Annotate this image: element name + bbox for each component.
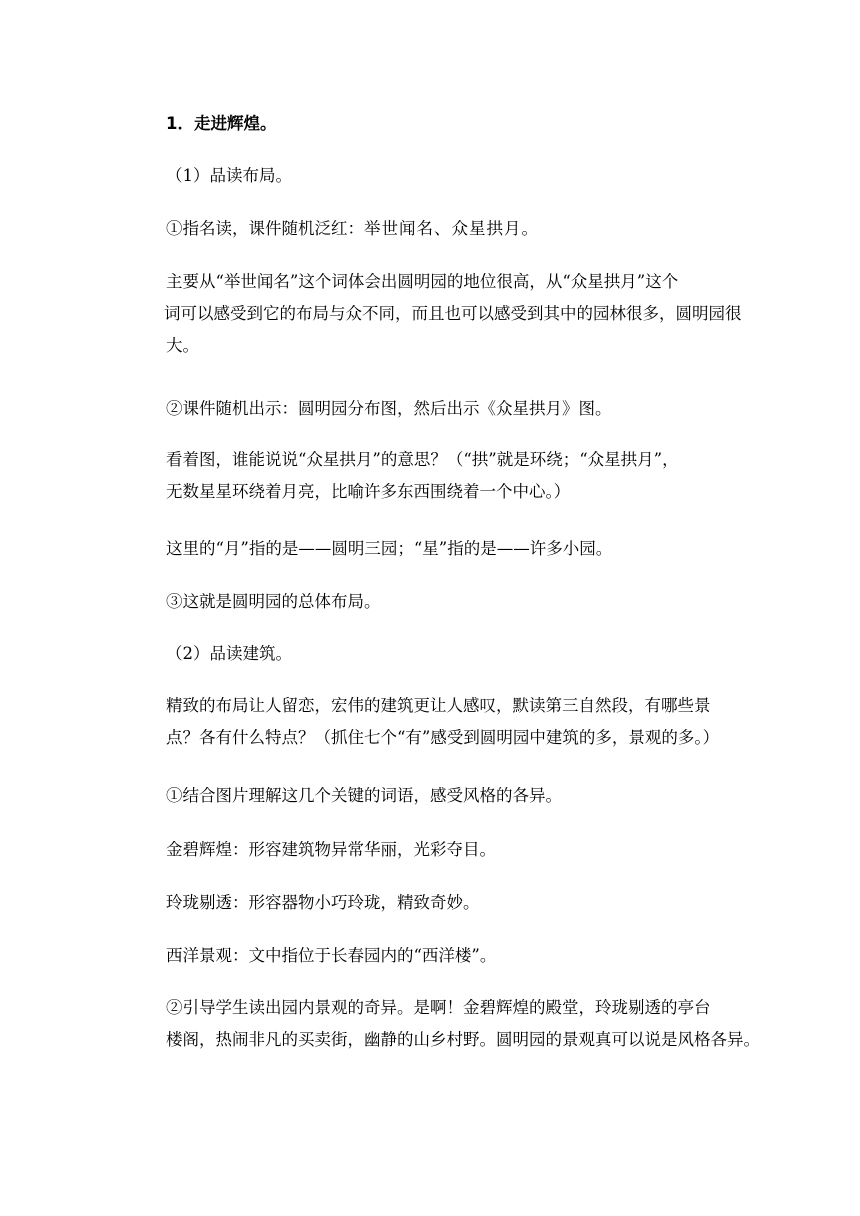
subheading-layout: （1）品读布局。: [166, 166, 292, 185]
definition-2: 玲珑剔透：形容器物小巧玲珑，精致奇妙。: [166, 893, 480, 912]
paragraph-2-line: 看着图，谁能说说“众星拱月”的意思？（“拱”就是环绕；“众星拱月”，: [166, 450, 679, 469]
item-3: ③这就是圆明园的总体布局。: [166, 592, 381, 611]
paragraph-4-line: 精致的布局让人留恋，宏伟的建筑更让人感叹，默读第三自然段，有哪些景: [166, 696, 711, 715]
paragraph-3: 这里的“月”指的是——圆明三园；“星”指的是——许多小园。: [166, 539, 613, 558]
paragraph-1-line: 词可以感受到它的布局与众不同，而且也可以感受到其中的园林很多，圆明园很: [164, 304, 742, 323]
definition-3: 西洋景观：文中指位于长春园内的“西洋楼”。: [166, 946, 497, 965]
paragraph-5: [166, 992, 760, 1056]
item-1: [166, 213, 746, 245]
paragraph-2: [166, 444, 746, 508]
paragraph-2-line: 无数星星环绕着月亮，比喻许多东西围绕着一个中心。）: [166, 482, 571, 501]
item-1-highlight: 举世闻名、众星拱月。: [364, 219, 539, 238]
item-2: ②课件随机出示：圆明园分布图，然后出示《众星拱月》图。: [166, 399, 612, 418]
paragraph-5-line: 楼阁，热闹非凡的买卖街，幽静的山乡村野。圆明园的景观真可以说是风格各异。: [166, 1030, 760, 1049]
section-heading: 1．走进辉煌。: [166, 114, 277, 133]
paragraph-1-line: 主要从“举世闻名”这个词体会出圆明园的地位很高，从“众星拱月”这个: [166, 272, 679, 291]
item-1-prefix: ①指名读，课件随机泛红：: [166, 219, 364, 238]
subheading-architecture: （2）品读建筑。: [166, 644, 292, 663]
definition-1: 金碧辉煌：形容建筑物异常华丽，光彩夺目。: [166, 840, 496, 859]
paragraph-1-line: 大。: [166, 336, 199, 355]
paragraph-4-line: 点？各有什么特点？（抓住七个“有”感受到圆明园中建筑的多，景观的多。）: [166, 728, 720, 747]
paragraph-5-line: ②引导学生读出园内景观的奇异。是啊！金碧辉煌的殿堂，玲珑剔透的亭台: [166, 998, 711, 1017]
paragraph-4: [166, 690, 746, 754]
paragraph-1: [166, 266, 746, 362]
item-4: ①结合图片理解这几个关键的词语，感受风格的各异。: [166, 786, 562, 805]
